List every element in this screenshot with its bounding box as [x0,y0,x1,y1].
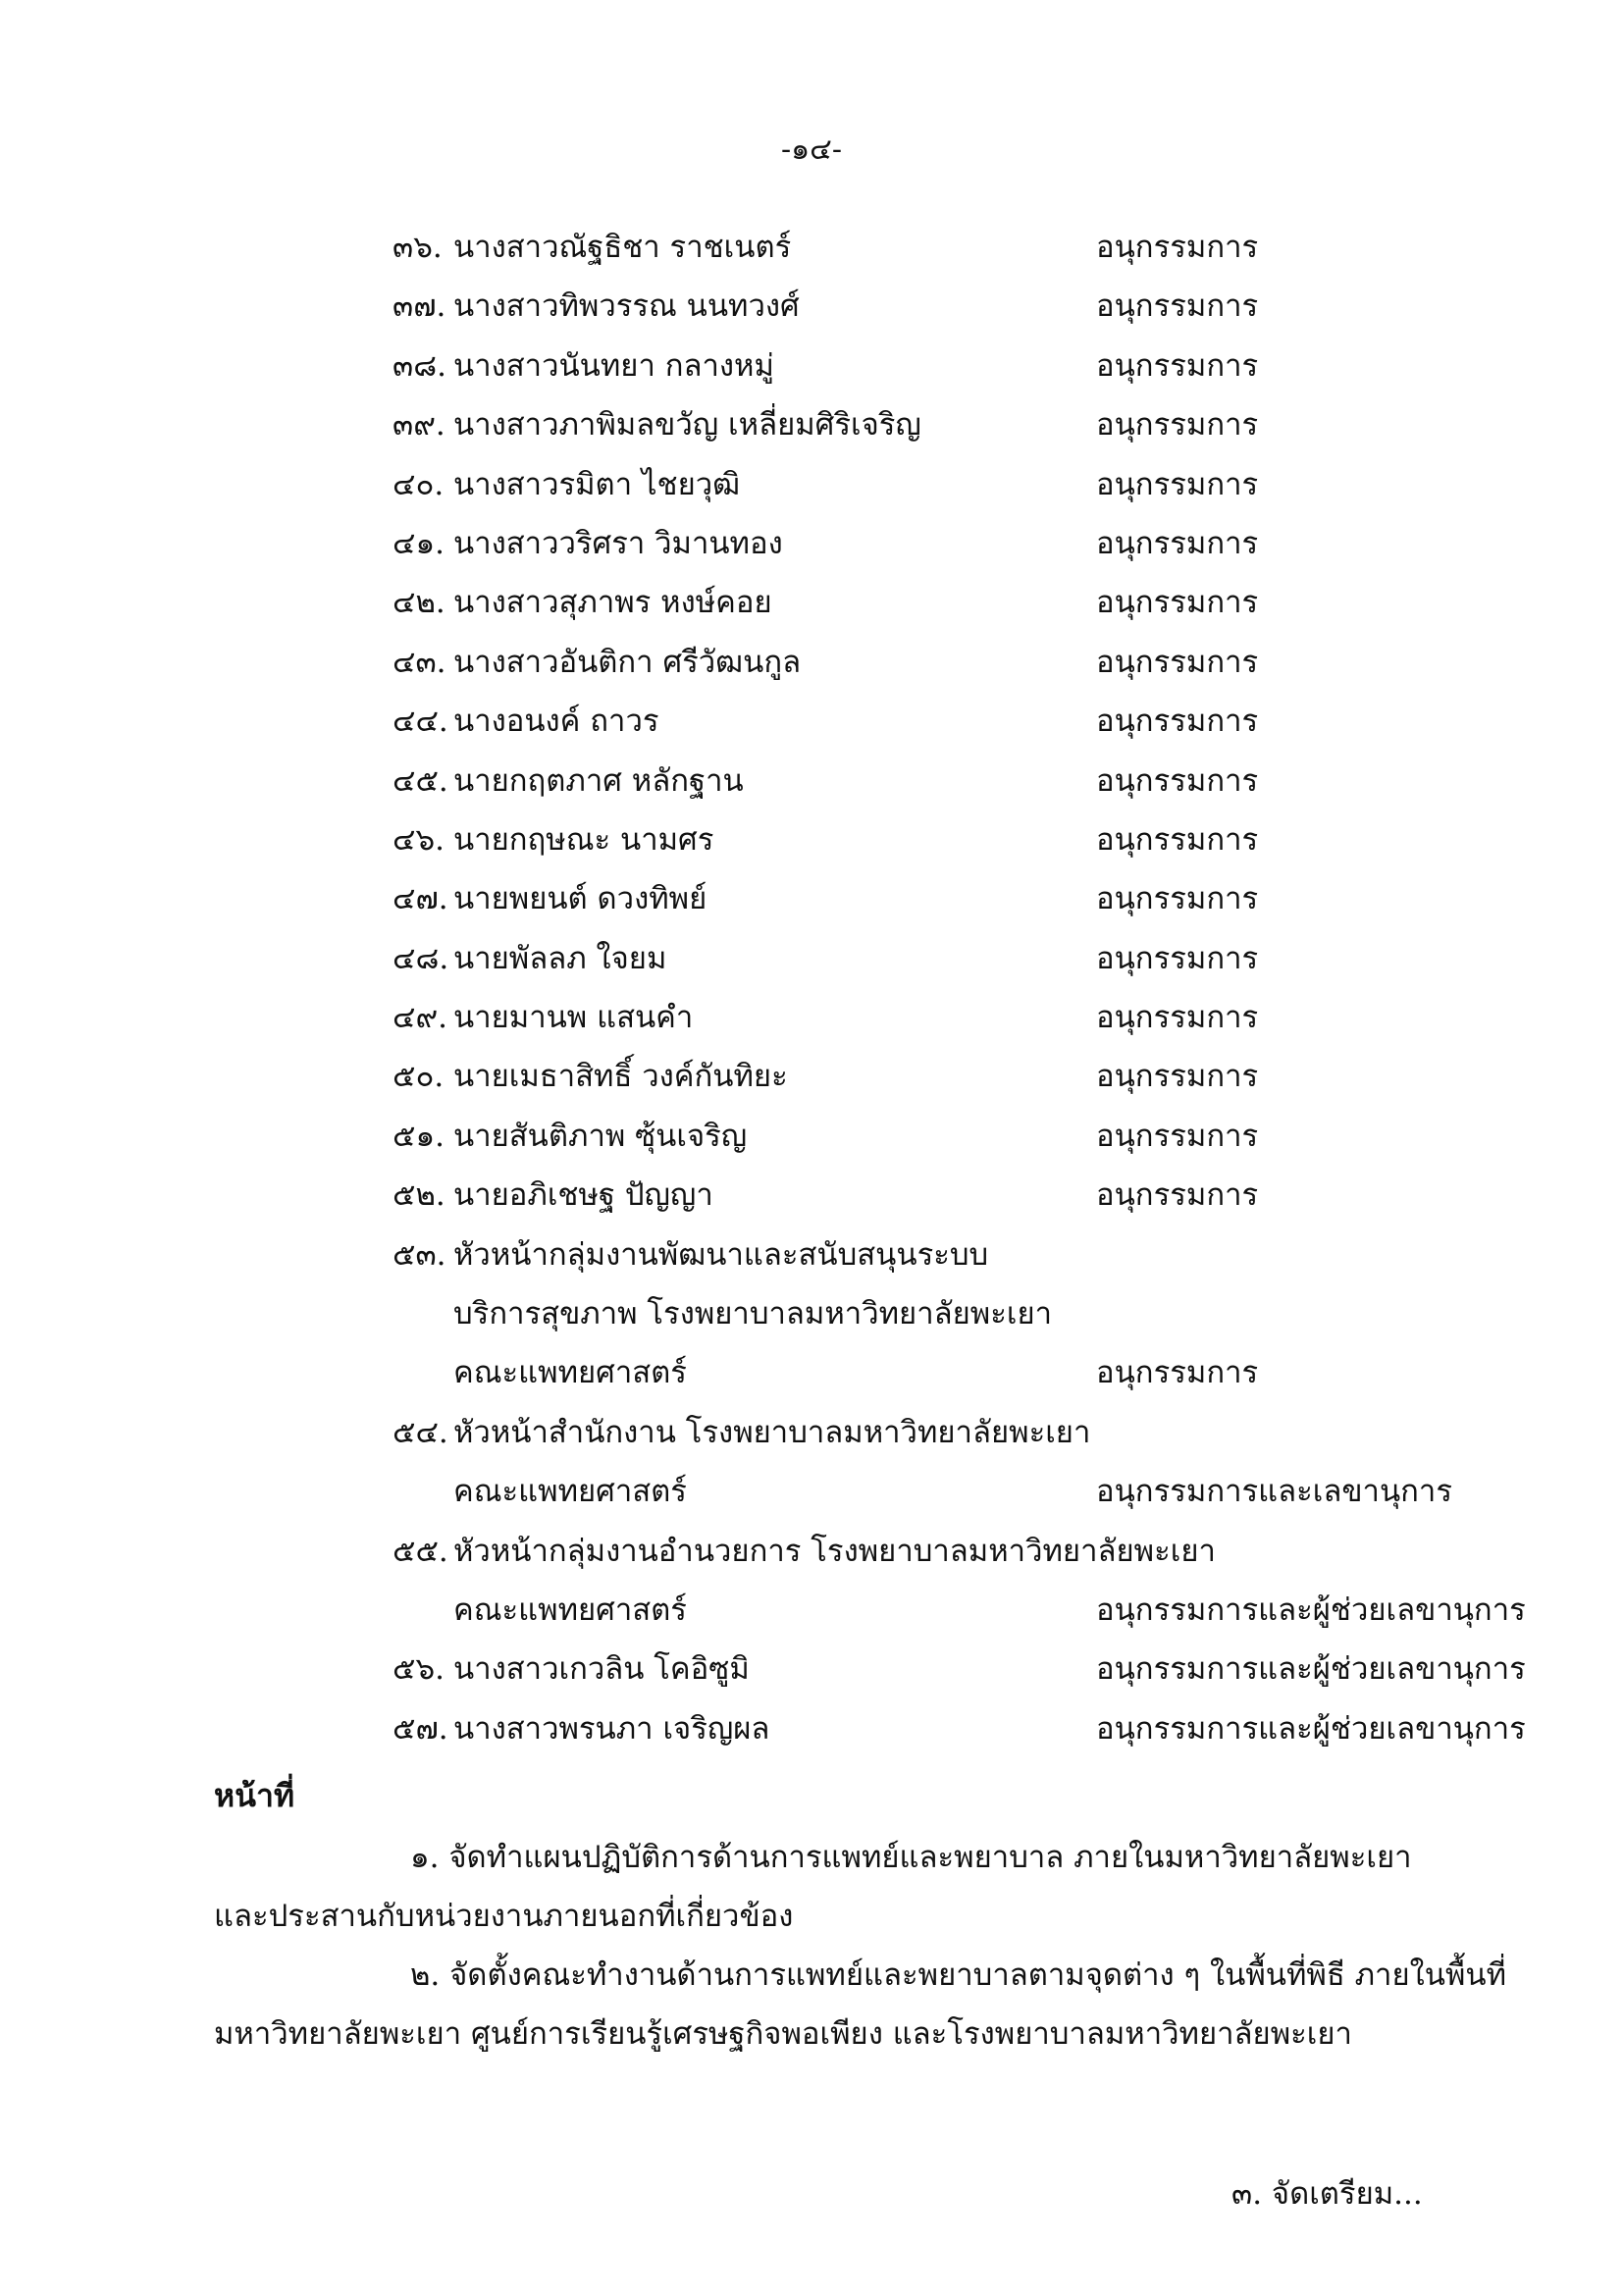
member-number: ๔๓. [393,644,446,680]
member-row [0,692,1623,751]
committee-member-list [0,218,1623,1758]
member-role: อนุกรรมการ [1096,940,1259,976]
member-name: บริการสุขภาพ โรงพยาบาลมหาวิทยาลัยพะเยา [453,1296,1053,1332]
member-name: นางสาวสุภาพร หงษ์คอย [453,585,772,621]
duty-item-2-line-1: ๒. จัดตั้งคณะทำงานด้านการแพทย์และพยาบาลตามจุดต่าง ๆ ในพื้นที่พิธี ภายในพื้นที่ [410,1957,1507,1993]
page-number: -๑๔- [780,132,843,167]
member-name: นางสาวรมิตา ไชยวุฒิ [453,466,741,502]
member-row [0,218,1623,277]
member-row [0,573,1623,632]
member-number: ๕๕. [393,1533,448,1569]
member-number: ๕๓. [393,1236,446,1273]
member-role: อนุกรรมการ [1096,704,1259,740]
member-role: อนุกรรมการ [1096,1118,1259,1154]
member-name: นายกฤษณะ นามศร [453,821,714,858]
duty-item-2 [214,1946,1507,2063]
member-row [0,1522,1623,1581]
member-number: ๕๖. [393,1651,445,1688]
member-role: อนุกรรมการ [1096,347,1259,384]
member-name: นางสาวนันทยา กลางหมู่ [453,347,774,384]
member-row [0,869,1623,928]
member-row [0,1699,1623,1758]
member-role: อนุกรรมการ [1096,585,1259,621]
member-number: ๓๘. [393,347,446,384]
duty-item-1-line-1: ๑. จัดทำแผนปฏิบัติการด้านการแพทย์และพยาบาล ภายในมหาวิทยาลัยพะเยา [410,1840,1412,1875]
member-number: ๓๖. [393,230,443,265]
member-number: ๕๐. [393,1059,445,1095]
member-name: หัวหน้ากลุ่มงานอำนวยการ โรงพยาบาลมหาวิทยาลัยพะเยา [453,1533,1216,1569]
member-row [0,1403,1623,1462]
member-name: นางสาววริศรา วิมานทอง [453,525,783,561]
member-number: ๔๗. [393,881,448,917]
member-name: นายพัลลภ ใจยม [453,940,667,976]
member-row [0,1640,1623,1698]
member-number: ๔๖. [393,821,445,858]
member-number: ๕๒. [393,1177,445,1214]
member-name: หัวหน้าสำนักงาน โรงพยาบาลมหาวิทยาลัยพะเยา [453,1414,1091,1450]
member-row [0,988,1623,1047]
member-name: นางสาวณัฐธิชา ราชเนตร์ [453,230,792,265]
member-role: อนุกรรมการ [1096,644,1259,680]
member-number: ๔๐. [393,466,445,502]
member-row [0,1166,1623,1225]
member-role: อนุกรรมการ [1096,288,1259,325]
member-number: ๓๙. [393,407,445,444]
member-number: ๔๕. [393,762,448,799]
member-role: อนุกรรมการและผู้ช่วยเลขานุการ [1096,1710,1526,1747]
member-row [0,514,1623,573]
member-name: คณะแพทยศาสตร์ [453,1592,687,1628]
member-row [0,810,1623,869]
member-name: นางสาวภาพิมลขวัญ เหลี่ยมศิริเจริญ [453,407,921,444]
member-row [0,337,1623,395]
member-role: อนุกรรมการ [1096,1059,1259,1095]
member-row [0,1226,1623,1284]
member-number: ๕๑. [393,1118,445,1154]
member-number: ๔๔. [393,704,448,740]
member-row [0,277,1623,336]
member-number: ๕๗. [393,1710,448,1747]
member-name: นางสาวพรนภา เจริญผล [453,1710,770,1747]
member-role: อนุกรรมการและผู้ช่วยเลขานุการ [1096,1651,1526,1688]
member-row-continuation [0,1343,1623,1402]
duty-item-1 [214,1828,1480,1946]
member-row [0,1107,1623,1166]
member-row-continuation [0,1284,1623,1343]
duties-heading: หน้าที่ [214,1777,295,1814]
member-number: ๔๒. [393,585,445,621]
member-number: ๔๘. [393,940,449,976]
member-name: นายสันติภาพ ซุ้นเจริญ [453,1118,748,1154]
duty-item-1-line-2: และประสานกับหน่วยงานภายนอกที่เกี่ยวข้อง [214,1899,794,1934]
member-role: อนุกรรมการ [1096,881,1259,917]
member-name: คณะแพทยศาสตร์ [453,1355,687,1391]
member-name: นางสาวเกวลิน โคอิซูมิ [453,1651,750,1688]
member-row [0,929,1623,988]
member-name: นางอนงค์ ถาวร [453,704,659,740]
member-name: นายกฤตภาศ หลักฐาน [453,762,744,799]
member-role: อนุกรรมการ [1096,407,1259,444]
member-name: คณะแพทยศาสตร์ [453,1474,687,1510]
member-role: อนุกรรมการและเลขานุการ [1096,1474,1452,1510]
member-role: อนุกรรมการ [1096,1355,1259,1391]
member-role: อนุกรรมการ [1096,466,1259,502]
member-role: อนุกรรมการ [1096,1000,1259,1036]
member-role: อนุกรรมการ [1096,762,1259,799]
member-role: อนุกรรมการ [1096,1177,1259,1214]
member-number: ๕๔. [393,1414,448,1450]
member-row [0,455,1623,514]
member-name: นายมานพ แสนคำ [453,1000,694,1036]
member-row-continuation [0,1462,1623,1521]
member-number: ๔๙. [393,1000,448,1036]
member-number: ๓๗. [393,288,446,325]
member-name: นางสาวทิพวรรณ นนทวงศ์ [453,288,800,325]
duty-item-2-line-2: มหาวิทยาลัยพะเยา ศูนย์การเรียนรู้เศรษฐกิจพอเพียง และโรงพยาบาลมหาวิทยาลัยพะเยา [214,2016,1352,2052]
member-name: หัวหน้ากลุ่มงานพัฒนาและสนับสนุนระบบ [453,1236,989,1273]
member-role: อนุกรรมการ [1096,525,1259,561]
member-role: อนุกรรมการ [1096,230,1259,265]
member-role: อนุกรรมการ [1096,821,1259,858]
member-row [0,395,1623,454]
continuation-marker: ๓. จัดเตรียม... [1231,2176,1423,2212]
member-role: อนุกรรมการและผู้ช่วยเลขานุการ [1096,1592,1526,1628]
member-row-continuation [0,1581,1623,1640]
member-name: นายอภิเชษฐ ปัญญา [453,1177,713,1214]
member-name: นายเมธาสิทธิ์ วงค์กันทิยะ [453,1059,788,1095]
member-number: ๔๑. [393,525,445,561]
member-row [0,1047,1623,1106]
member-row [0,633,1623,692]
member-name: นายพยนต์ ดวงทิพย์ [453,881,707,917]
member-name: นางสาวอันติกา ศรีวัฒนกูล [453,644,802,680]
member-row [0,752,1623,810]
